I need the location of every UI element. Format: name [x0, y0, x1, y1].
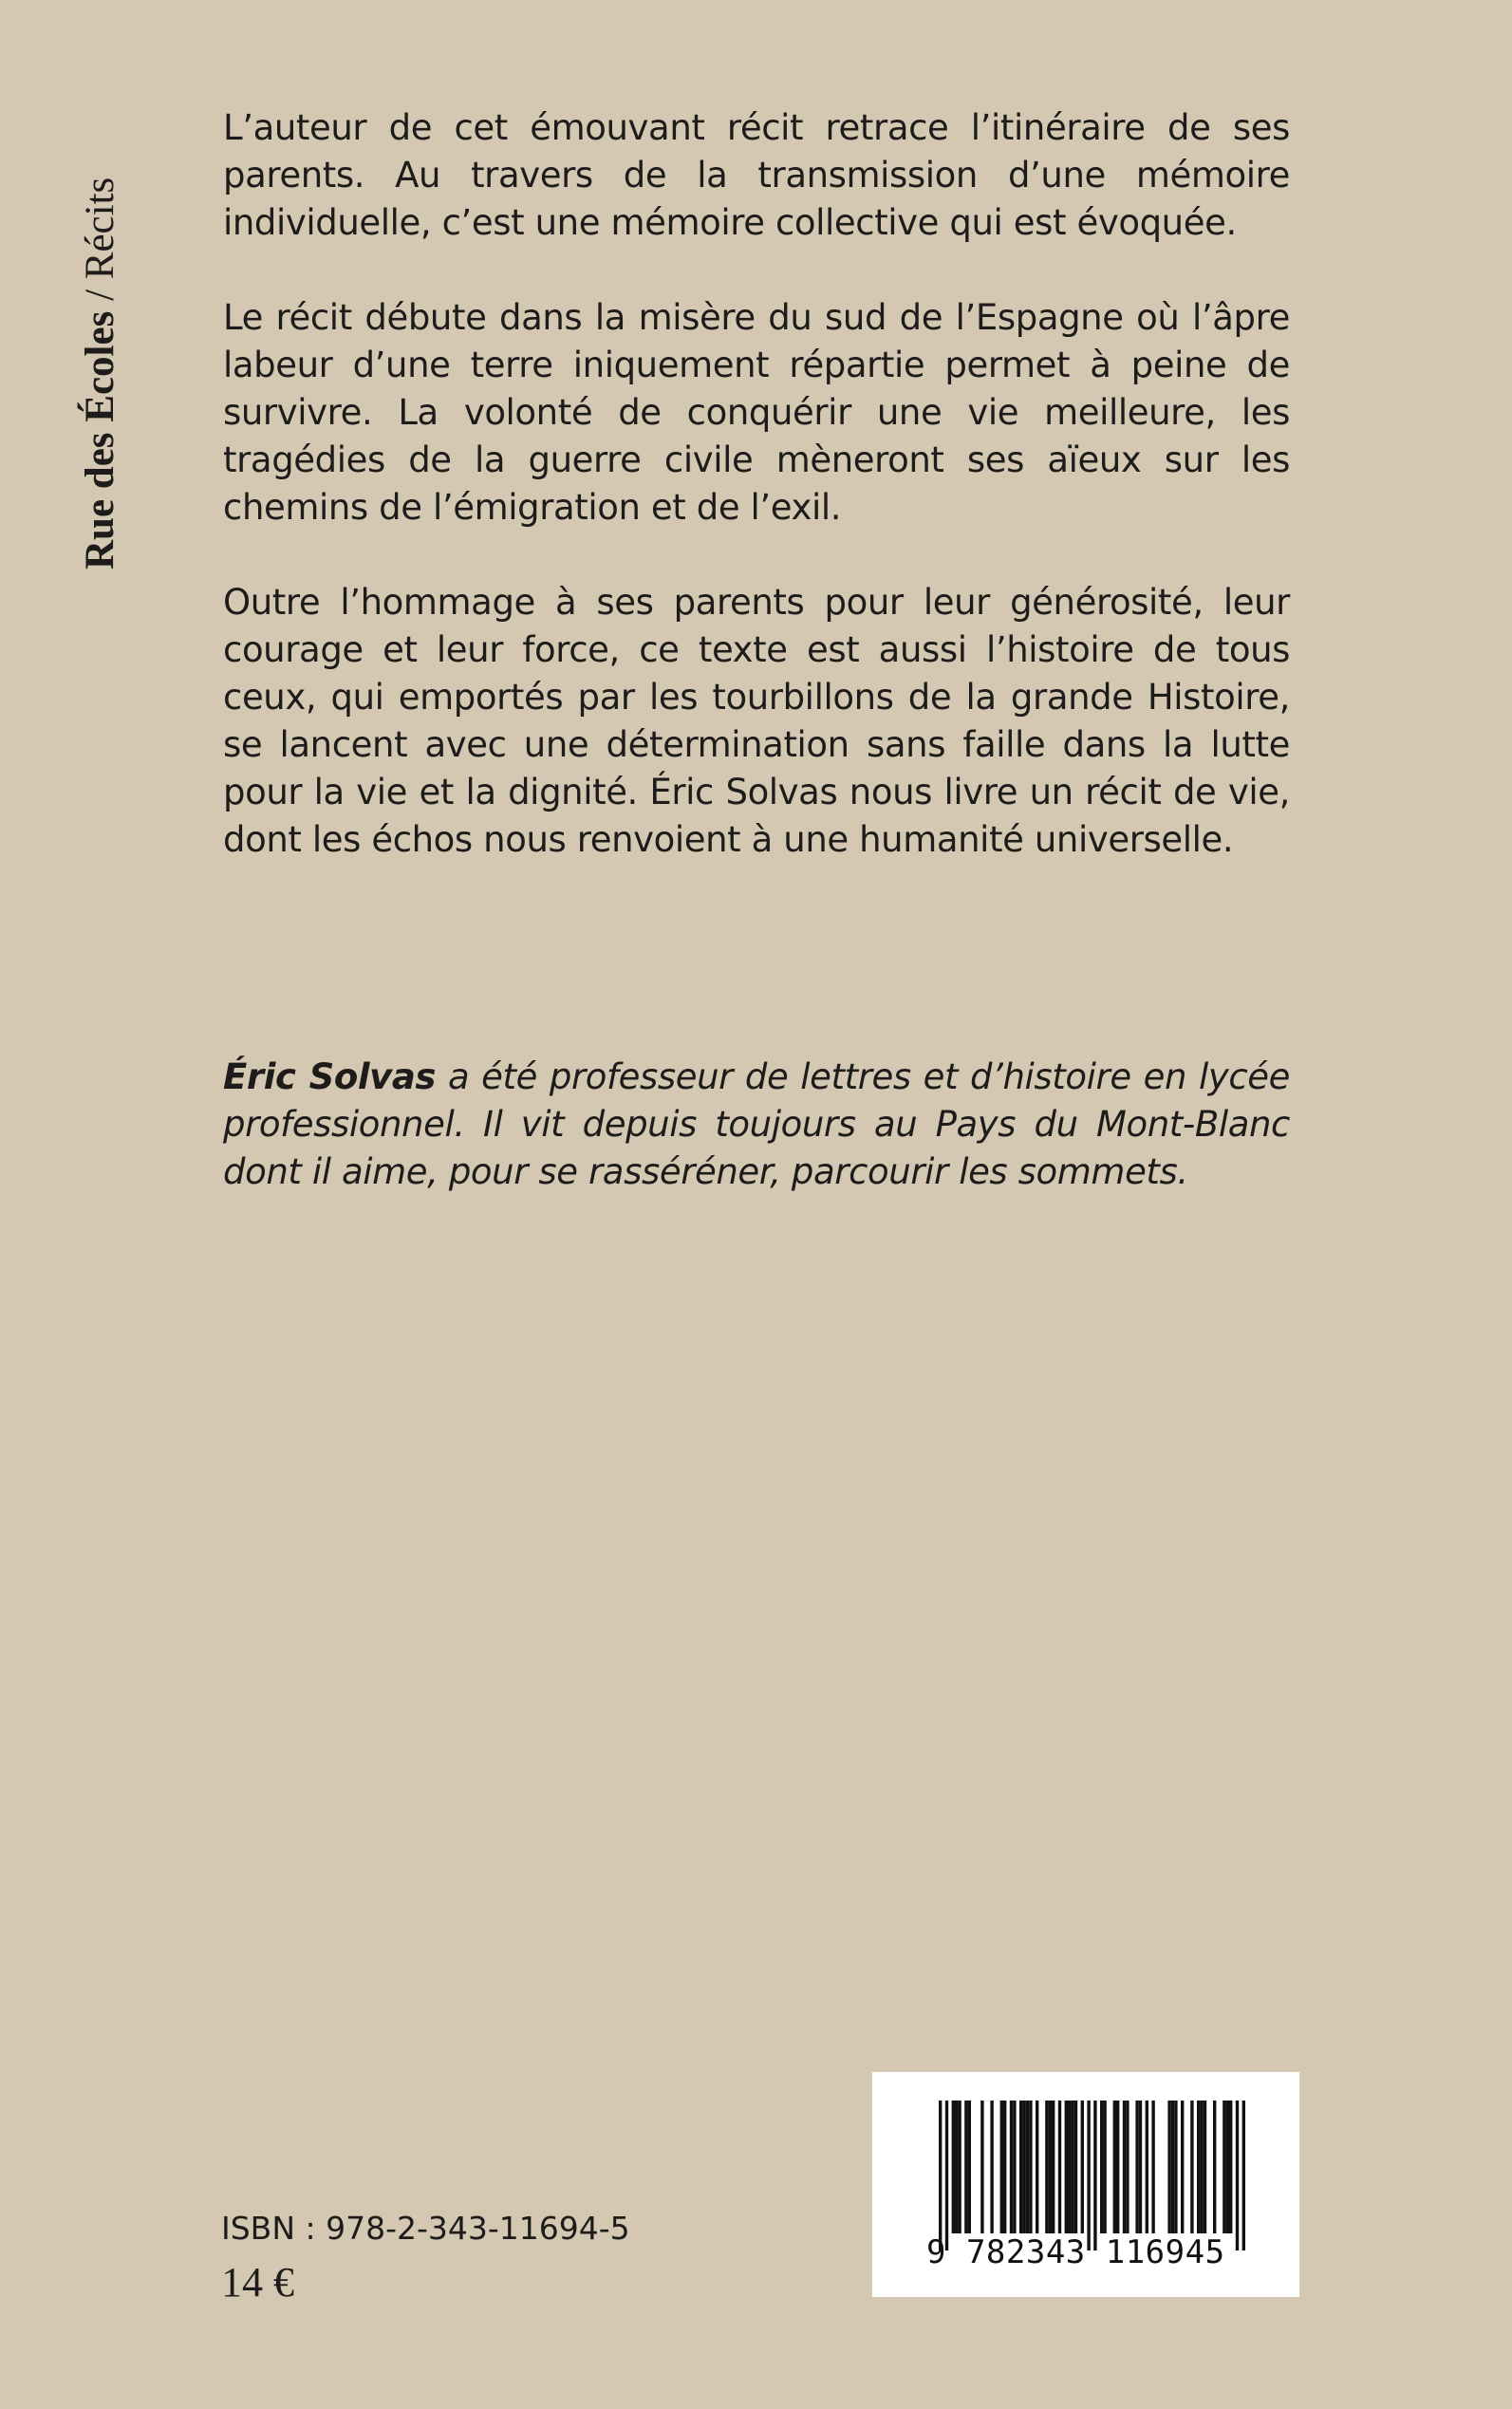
barcode-bar [1200, 2101, 1203, 2233]
barcode-bar [1045, 2101, 1048, 2233]
barcode [872, 2072, 1299, 2297]
barcode-bar [1171, 2101, 1174, 2233]
blurb-paragraph-2: Le récit débute dans la misère du sud de l’Espagne où l’âpre labeur d’une terre iniquement répartie permet à peine de survivre. La volonté de conquérir une vie meilleure, les tragédies de la guerre civile mèneront ses aïeux sur les chemins de l’émigration et de l’exil. [223, 297, 1290, 528]
barcode-bar [1103, 2101, 1106, 2233]
barcode-bar [958, 2101, 961, 2233]
barcode-bar [1100, 2101, 1103, 2233]
barcode-bar [1087, 2101, 1090, 2250]
collection-name: Rue des Écoles [78, 310, 122, 570]
barcode-bar [1116, 2101, 1119, 2233]
barcode-bar [1242, 2101, 1245, 2250]
author-bio-text: a été professeur de lettres et d’histoire en lycée professionnel. Il vit depuis toujours au Pays du Mont-Blanc dont il aime, pour se rasséréner, parcourir les sommets. [223, 1056, 1290, 1192]
barcode-bar [1000, 2101, 1003, 2233]
barcode-digits: 9 782343 116945 [926, 2233, 1225, 2271]
barcode-bar [1022, 2101, 1025, 2233]
barcode-bar [1049, 2101, 1052, 2233]
barcode-bar [1013, 2101, 1016, 2233]
barcode-bar [1026, 2101, 1029, 2233]
blurb-paragraph-3: Outre l’hommage à ses parents pour leur générosité, leur courage et leur force, ce texte est aussi l’histoire de tous ceux, qui emportés par les tourbillons de la grande Histoire, se lancent avec une détermination sans faille dans la lutte pour la vie et la dignité. Éric Solvas nous livre un récit de vie, dont les échos nous renvoient à une humanité universelle. [223, 582, 1290, 860]
barcode-bar [1190, 2101, 1193, 2233]
barcode-bar [952, 2101, 955, 2233]
barcode-bar [1113, 2101, 1116, 2233]
barcode-bar [1019, 2101, 1022, 2233]
barcode-bar [1181, 2101, 1184, 2233]
barcode-bar [1236, 2101, 1239, 2250]
barcode-bar [964, 2101, 967, 2233]
barcode-bar [1146, 2101, 1148, 2233]
barcode-bar [1139, 2101, 1142, 2233]
barcode-bar [990, 2101, 993, 2233]
barcode-bar [945, 2101, 948, 2250]
isbn: ISBN : 978-2-343-11694-5 [221, 2210, 630, 2247]
barcode-bar [968, 2101, 971, 2233]
barcode-bar [1135, 2101, 1138, 2233]
barcode-bar [1223, 2101, 1225, 2233]
barcode-bar [1058, 2101, 1061, 2233]
author-bio [223, 1054, 1290, 1196]
barcode-bar [1068, 2101, 1071, 2233]
genre-name: Récits [78, 177, 122, 280]
barcode-bar [1167, 2101, 1170, 2233]
barcode-bar [1093, 2101, 1096, 2250]
spine-title [76, 104, 125, 570]
author-name: Éric Solvas [223, 1056, 437, 1097]
barcode-bar [939, 2101, 942, 2250]
barcode-bar [1010, 2101, 1013, 2233]
barcode-bar [1126, 2101, 1129, 2233]
barcode-bar [980, 2101, 983, 2233]
barcode-bar [1204, 2101, 1206, 2233]
barcode-bar [1081, 2101, 1084, 2233]
barcode-bar [1029, 2101, 1032, 2233]
barcode-bar [955, 2101, 958, 2233]
barcode-bar [1226, 2101, 1229, 2233]
barcode-bar [1174, 2101, 1177, 2233]
barcode-bar [1052, 2101, 1055, 2233]
barcode-bar [1197, 2101, 1200, 2233]
barcode-bar [1213, 2101, 1216, 2233]
barcode-bar [1074, 2101, 1077, 2233]
barcode-bar [1123, 2101, 1126, 2233]
barcode-bar [1003, 2101, 1006, 2233]
blurb [223, 104, 1290, 911]
spine-separator: / [78, 279, 122, 311]
barcode-bar [1036, 2101, 1038, 2233]
price: 14 € [221, 2259, 294, 2306]
barcode-bar [1071, 2101, 1073, 2233]
barcode-bar [1151, 2101, 1154, 2233]
blurb-paragraph-1: L’auteur de cet émouvant récit retrace l’itinéraire de ses parents. Au travers de la transmission d’une mémoire individuelle, c’est une mémoire collective qui est évoquée. [223, 107, 1290, 243]
barcode-bar [1065, 2101, 1068, 2233]
barcode-bar [1229, 2101, 1232, 2233]
